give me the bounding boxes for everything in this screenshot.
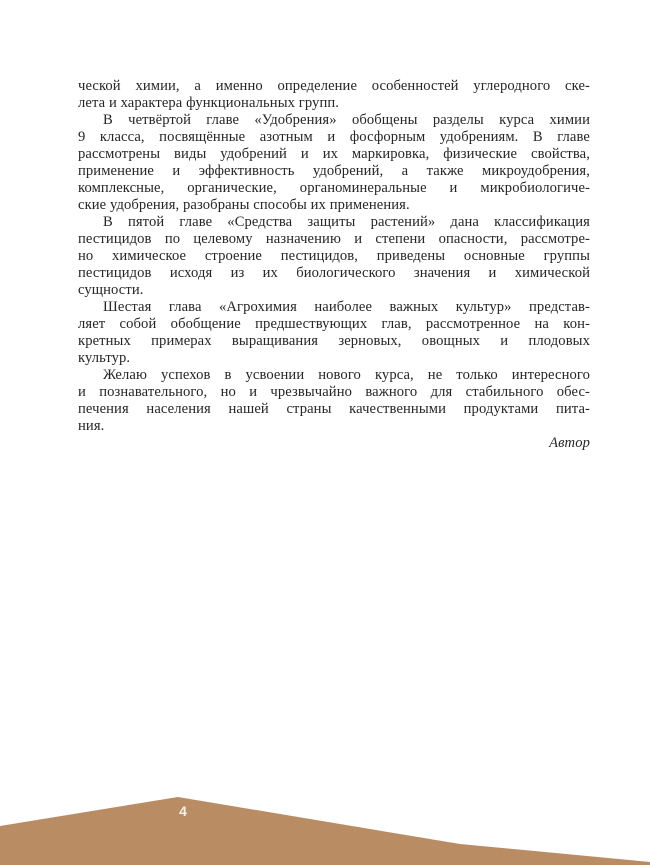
text-line: рассмотрены виды удобрений и их маркировка, физические свойства, <box>78 146 590 162</box>
text-block <box>78 78 590 452</box>
text-line: ляет собой обобщение предшествующих глав, рассмотренное на кон- <box>78 316 590 332</box>
text-line: сущности. <box>78 282 144 298</box>
text-line: Автор <box>549 435 590 451</box>
text-line: печения населения нашей страны качественными продуктами пита- <box>78 401 590 417</box>
text-line: комплексные, органические, органоминеральные и микробиологиче- <box>78 180 590 196</box>
text-line: В четвёртой главе «Удобрения» обобщены разделы курса химии <box>103 112 590 128</box>
text-line: и познавательного, но и чрезвычайно важного для стабильного обес- <box>78 384 590 400</box>
text-line: В пятой главе «Средства защиты растений» дана классификация <box>103 214 590 230</box>
text-line: пестицидов исходя из их биологического значения и химической <box>78 265 590 281</box>
text-line: Шестая глава «Агрохимия наиболее важных культур» представ- <box>103 299 590 315</box>
text-line: применение и эффективность удобрений, а также микроудобрения, <box>78 163 590 179</box>
footer-decoration <box>0 795 650 865</box>
footer-mountain-shape <box>0 797 650 865</box>
text-line: Желаю успехов в усвоении нового курса, не только интересного <box>103 367 590 383</box>
text-line: ческой химии, а именно определение особенностей углеродного ске- <box>78 78 590 94</box>
text-line: ния. <box>78 418 105 434</box>
text-line: 9 класса, посвящённые азотным и фосфорным удобрениям. В главе <box>78 129 590 145</box>
text-line: ские удобрения, разобраны способы их применения. <box>78 197 410 213</box>
text-line: лета и характера функциональных групп. <box>78 95 340 111</box>
text-line: кретных примерах выращивания зерновых, овощных и плодовых <box>78 333 590 349</box>
text-line: пестицидов по целевому назначению и степени опасности, рассмотре- <box>78 231 590 247</box>
text-line: но химическое строение пестицидов, приведены основные группы <box>78 248 590 264</box>
text-line: культур. <box>78 350 131 366</box>
page-number: 4 <box>179 803 187 819</box>
